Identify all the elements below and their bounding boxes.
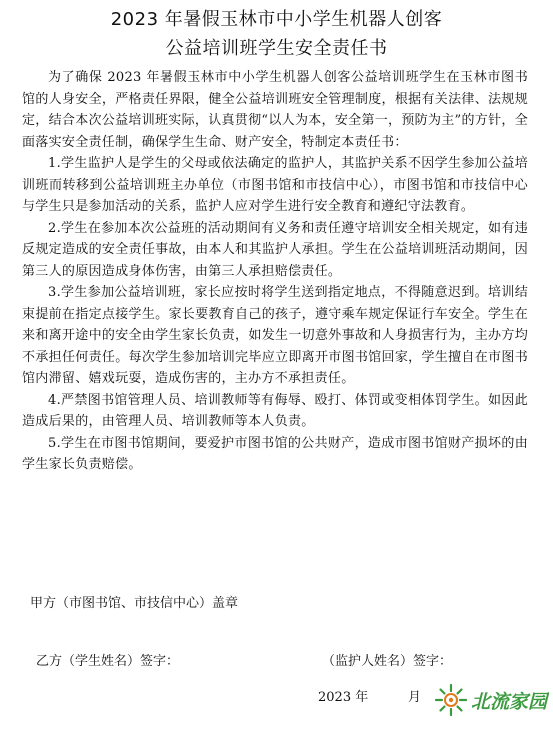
party-a-seal-line: 甲方（市图书馆、市技信中心）盖章 [30,596,239,611]
document-title-line-1: 2023 年暑假玉林市中小学生机器人创客 [110,9,443,30]
watermark-logo-text: 北流家园 [471,691,548,713]
document-title-line-2: 公益培训班学生安全责任书 [165,38,388,59]
document-body [22,67,528,476]
date-month: 月 [408,690,422,705]
guardian-signature-line: （监护人姓名）签字： [322,654,453,669]
beiliu-jiayuan-watermark-logo [433,680,549,720]
flower-emblem-icon [436,685,466,715]
clause-4-paragraph: 4.严禁图书馆管理人员、培训教师等有侮辱、殴打、体罚或变相体罚学生。如因此造成后果的，由管理人员、培训教师等本人负责。 [22,392,528,429]
clause-3-paragraph: 3.学生参加公益培训班，家长应按时将学生送到指定地点，不得随意迟到。培训结束提前在指定点接学生。家长要教育自己的孩子，遵守乘车规定保证行车安全。学生在来和离开途中的安全由学生家长负责，如发生一切意外事故和人身损害行为，主办方均不承担任何责任。每次学生参加培训完毕应立即离开市图书馆回家，学生擅自在市图书馆内滞留、嬉戏玩耍，造成伤害的，主办方不承担责任。 [22,285,528,386]
watermark-logo-graphic [433,680,549,720]
intro-paragraph: 为了确保 2023 年暑假玉林市中小学生机器人创客公益培训班学生在玉林市图书馆的人身安全，严格责任界限，健全公益培训班安全管理制度，根据有关法律、法规规定，结合本次公益培训班实际，认真贯彻“以人为本，安全第一，预防为主”的方针，全面落实安全责任制，确保学生生命、财产安全，特制定本责任书： [22,70,528,150]
clause-1-paragraph: 1.学生监护人是学生的父母或依法确定的监护人，其监护关系不因学生参加公益培训班而转移到公益培训班主办单位（市图书馆和市技信中心），市图书馆和市技信中心与学生只是参加活动的关系，监护人应对学生进行安全教育和遵纪守法教育。 [22,156,528,214]
date-year: 2023 年 [318,690,369,705]
party-b-student-signature-line: 乙方（学生姓名）签字： [36,654,180,669]
clause-5-paragraph: 5.学生在市图书馆期间，要爱护市图书馆的公共财产，造成市图书馆财产损坏的由学生家长负责赔偿。 [22,435,528,472]
clause-2-paragraph: 2.学生在参加本次公益班的活动期间有义务和责任遵守培训安全相关规定，如有违反规定造成的安全责任事故，由本人和其监护人承担。学生在公益培训班活动期间，因第三人的原因造成身体伤害，由第三人承担赔偿责任。 [22,220,528,279]
